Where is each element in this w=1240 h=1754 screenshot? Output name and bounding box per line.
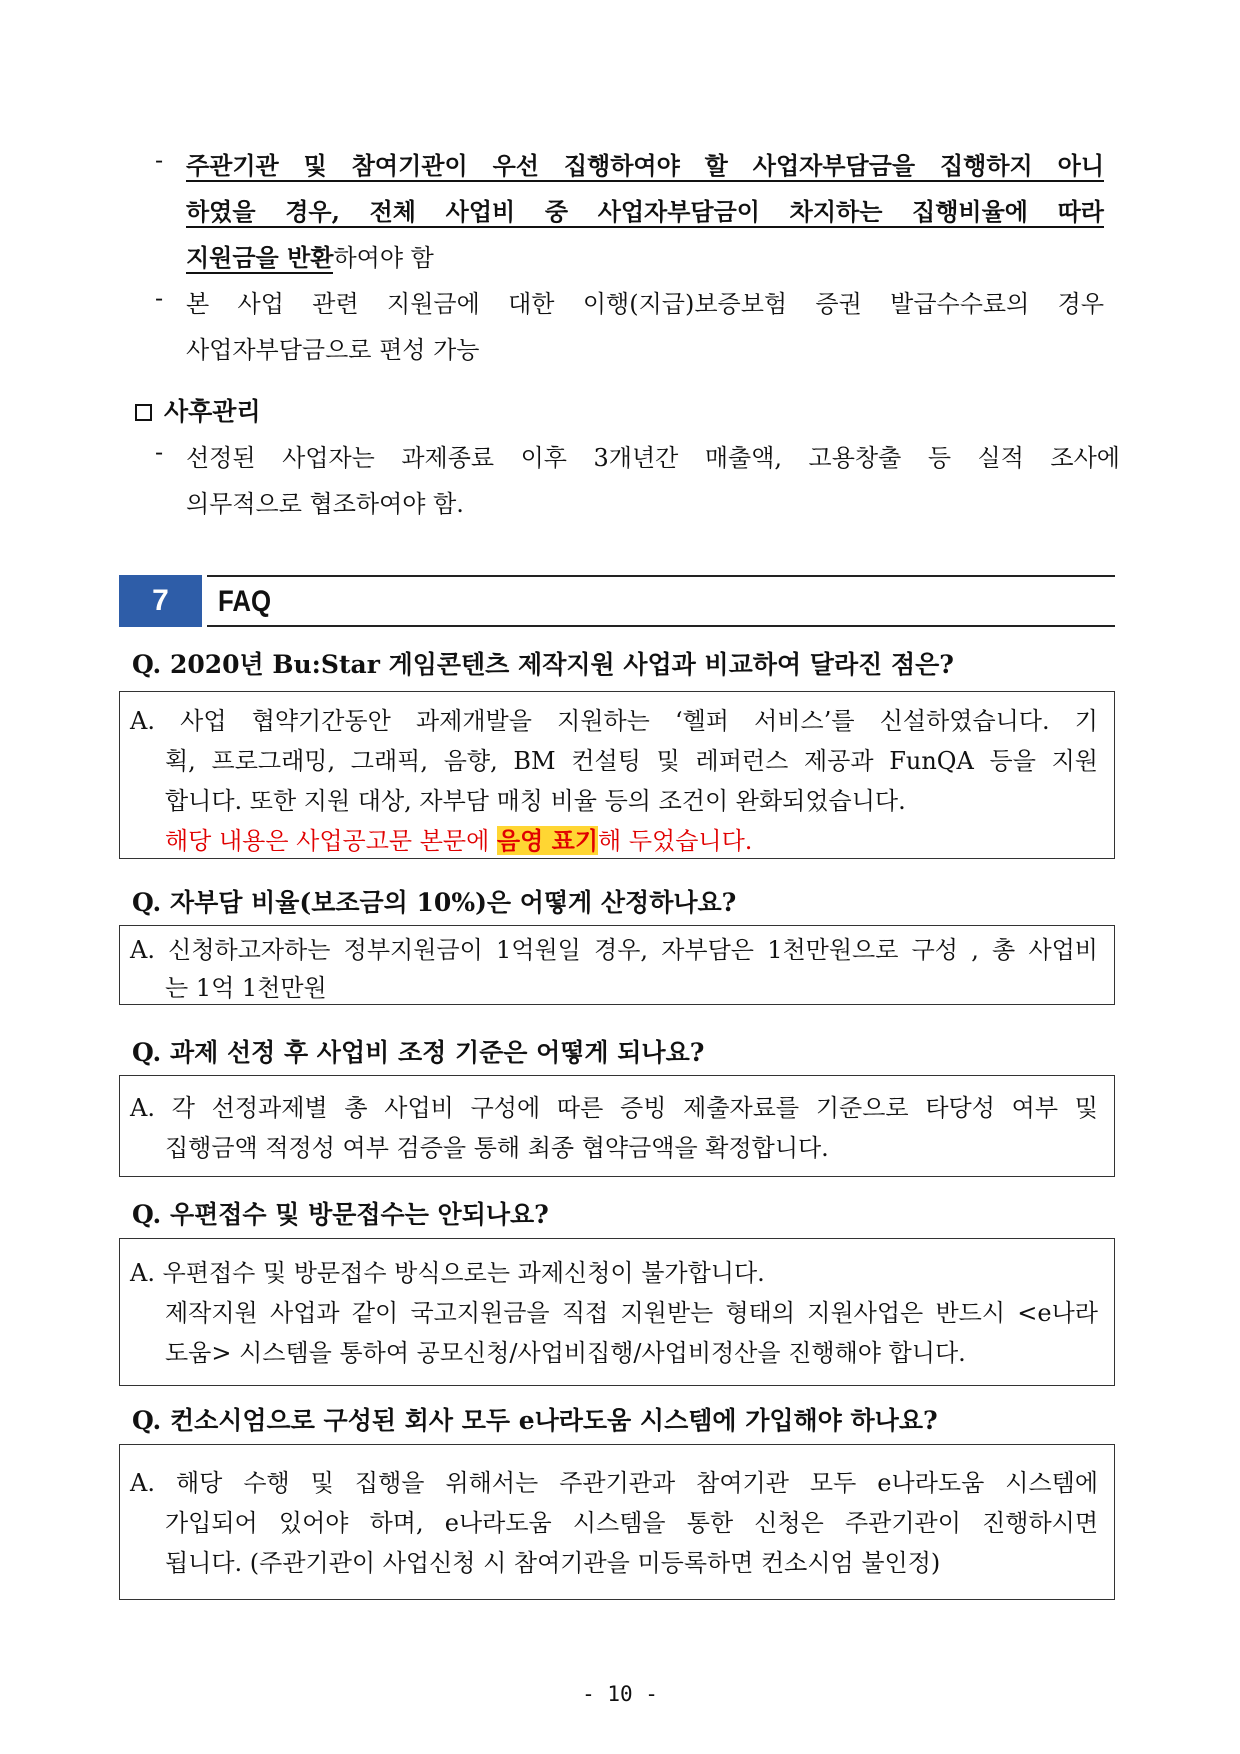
faq-answer-2-line-1: A. 신청하고자하는 정부지원금이 1억원일 경우, 자부담은 1천만원으로 구성 , 총 사업비 (130, 936, 1098, 964)
faq-question-3: Q. 과제 선정 후 사업비 조정 기준은 어떻게 되나요? (132, 1038, 705, 1067)
faq-question-4: Q. 우편접수 및 방문접수는 안되나요? (132, 1200, 549, 1229)
faq-answer-5-line-3: 됩니다. (주관기관이 사업신청 시 참여기관을 미등록하면 컨소시엄 불인정) (165, 1549, 941, 1577)
after-care-heading: 사후관리 (135, 392, 261, 428)
faq-answer-1-line-3: 합니다. 또한 지원 대상, 자부담 매칭 비율 등의 조건이 완화되었습니다. (165, 787, 906, 815)
faq-question-2: Q. 자부담 비율(보조금의 10%)은 어떻게 산정하나요? (132, 888, 737, 917)
faq-answer-4-line-3: 도움> 시스템을 통하여 공모신청/사업비집행/사업비정산을 진행해야 합니다. (165, 1339, 966, 1367)
section-header (119, 575, 1115, 627)
faq-question-1: Q. 2020년 Bu:Star 게임콘텐츠 제작지원 사업과 비교하여 달라진 점은? (132, 650, 954, 679)
faq-answer-1-line-1: A. 사업 협약기간동안 과제개발을 지원하는 ‘헬퍼 서비스’를 신설하였습니다. 기 (130, 707, 1098, 735)
checkbox-square-icon (135, 404, 152, 421)
faq-question-5: Q. 컨소시엄으로 구성된 회사 모두 e나라도움 시스템에 가입해야 하나요? (132, 1406, 938, 1435)
highlighted-text: 음영 표기 (496, 826, 599, 855)
bullet-dash: - (155, 284, 164, 312)
after-care-line-1: 선정된 사업자는 과제종료 이후 3개년간 매출액, 고용창출 등 실적 조사에 (186, 444, 1120, 472)
faq-answer-5-line-1: A. 해당 수행 및 집행을 위해서는 주관기관과 참여기관 모두 e나라도움 시스템에 (130, 1469, 1098, 1497)
bullet-dash: - (155, 146, 164, 174)
faq-answer-1-note: 해당 내용은 사업공고문 본문에 음영 표기해 두었습니다. (165, 826, 753, 855)
faq-answer-box-1 (119, 691, 1115, 859)
bullet-1-line-3: 지원금을 반환하여야 함 (186, 243, 434, 272)
bullet-1-line-1: 주관기관 및 참여기관이 우선 집행하여야 할 사업자부담금을 집행하지 아니 (186, 151, 1104, 180)
faq-answer-box-4 (119, 1238, 1115, 1386)
faq-answer-box-5 (119, 1444, 1115, 1600)
bullet-2-line-2: 사업자부담금으로 편성 가능 (186, 336, 480, 364)
faq-answer-3-line-2: 집행금액 적정성 여부 검증을 통해 최종 협약금액을 확정합니다. (165, 1134, 829, 1162)
faq-answer-1-line-2: 획, 프로그래밍, 그래픽, 음향, BM 컨설팅 및 레퍼런스 제공과 FunQA 등을 지원 (165, 747, 1098, 775)
faq-answer-5-line-2: 가입되어 있어야 하며, e나라도움 시스템을 통한 신청은 주관기관이 진행하시면 (165, 1509, 1098, 1537)
bullet-dash: - (155, 438, 164, 466)
faq-answer-4-line-2: 제작지원 사업과 같이 국고지원금을 직접 지원받는 형태의 지원사업은 반드시 <e나라 (165, 1299, 1098, 1327)
faq-answer-2-line-2: 는 1억 1천만원 (165, 974, 327, 1002)
faq-answer-box-3 (119, 1075, 1115, 1177)
section-separator (202, 575, 207, 627)
page-number: - 10 - (582, 1682, 658, 1706)
section-title: FAQ (218, 585, 272, 618)
faq-answer-3-line-1: A. 각 선정과제별 총 사업비 구성에 따른 증빙 제출자료를 기준으로 타당성 여부 및 (130, 1094, 1098, 1122)
section-number: 7 (119, 575, 202, 627)
faq-answer-4-line-1: A. 우편접수 및 방문접수 방식으로는 과제신청이 불가합니다. (130, 1259, 765, 1287)
faq-answer-box-2 (119, 925, 1115, 1005)
bullet-2-line-1: 본 사업 관련 지원금에 대한 이행(지급)보증보험 증권 발급수수료의 경우 (186, 290, 1104, 318)
bullet-1-line-2: 하였을 경우, 전체 사업비 중 사업자부담금이 차지하는 집행비율에 따라 (186, 197, 1104, 226)
after-care-line-2: 의무적으로 협조하여야 함. (186, 490, 464, 518)
